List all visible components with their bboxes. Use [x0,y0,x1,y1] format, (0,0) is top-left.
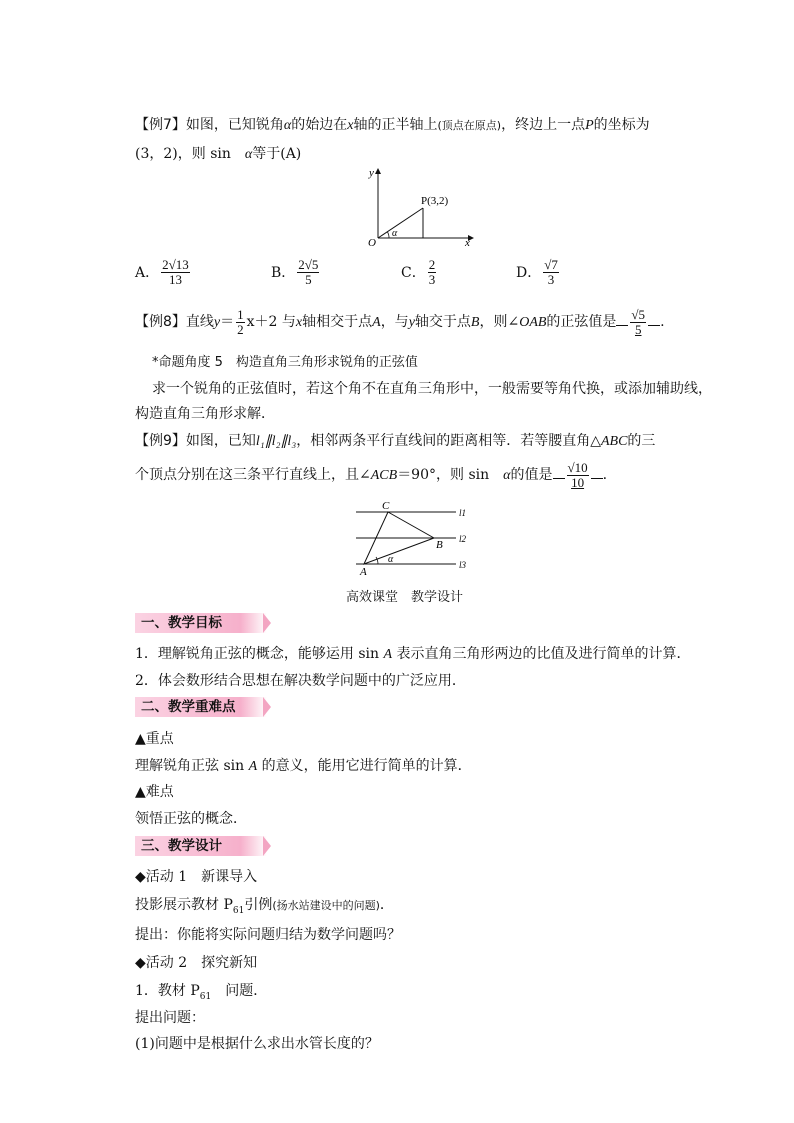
section1-header: 一、教学目标 [135,613,267,633]
activity1-title: ◆活动 1 新课导入 [135,869,258,885]
option-a: A． $\frac{2√13}{13}$ [135,257,189,287]
vertex-c-label: C [382,500,390,512]
vertex-b-label: B [436,539,443,551]
note-origin: (顶点在原点) [437,119,502,132]
x-axis-label: x [465,237,470,248]
line-l1-label: l1 [459,508,467,518]
example7-line1: 【例7】如图，已知锐角α的始边在x轴的正半轴上(顶点在原点)，终边上一点P的坐标为 [135,117,650,133]
example9-tag: 【例9】 [135,433,186,449]
origin-label: O [368,237,376,248]
option-c: C． $\frac{2}{3}$ [401,257,436,287]
example7-line2: (3，2)，则 sin α等于(A) [135,146,302,162]
angle-alpha-label: α [392,228,398,239]
angle-alpha-label: α [388,554,394,565]
angle5-para1: 求一个锐角的正弦值时，若这个角不在直角三角形中，一般需要等角代换，或添加辅助线， [152,381,712,397]
activity2-question1: (1)问题中是根据什么求出水管长度的？ [135,1036,379,1052]
sec1-item2: 2．体会数形结合思想在解决数学问题中的广泛应用． [135,673,466,689]
angle5-para2: 构造直角三角形求解． [135,406,275,422]
activity2-item1: 1．教材 $P_{61}$ 问题． [135,983,268,1002]
difficulty-text: 领悟正弦的概念． [135,811,247,827]
key-point-label: ▲重点 [135,731,174,747]
example7-figure [362,166,477,248]
sec1-item1: 1．理解锐角正弦的概念，能够运用 sin A 表示直角三角形两边的比值及进行简单的计算． [135,646,691,662]
activity1-text: 投影展示教材 $P_{61}$引例(扬水站建设中的问题)． [135,897,394,916]
example8-tag: 【例8】 [135,314,186,330]
line-l3-label: l3 [459,560,467,570]
example9-line2: 个顶点分别在这三条平行直线上，且∠ACB＝90°，则 sin α的值是 $\frac{√10}{10}$ . [135,459,608,490]
option-d: D． $\frac{√7}{3}$ [516,257,558,287]
example9-line1: 【例9】如图，已知l₁∥l₂∥l₃，相邻两条平行直线间的距离相等．若等腰直角△ABC的三 [135,433,656,449]
vertex-a-label: A [360,566,367,578]
option-b: B． $\frac{2√5}{5}$ [271,257,319,287]
key-point-text: 理解锐角正弦 sin A 的意义，能用它进行简单的计算． [135,758,472,774]
activity1-question: 提出：你能将实际问题归结为数学问题吗？ [135,927,401,943]
course-title: 高效课堂 教学设计 [346,590,464,605]
section3-header: 三、教学设计 [135,836,267,856]
difficulty-label: ▲难点 [135,784,174,800]
line-l2-label: l2 [459,534,467,544]
section2-header: 二、教学重难点 [135,697,267,717]
activity2-title: ◆活动 2 探究新知 [135,955,258,971]
example8: 【例8】直线y＝ $\frac{1}{2}$ x＋2 与x轴相交于点A，与y轴交于点B，则∠OAB的正弦值是 $\frac{√5}{5}$ . [135,306,665,337]
y-axis-label: y [369,167,374,179]
example9-answer: $\frac{√10}{10}$ [567,459,588,490]
example9-figure [352,500,472,578]
angle5-title: *命题角度 5 构造直角三角形求锐角的正弦值 [152,355,418,370]
point-p-label: P(3,2) [421,195,449,207]
example7-tag: 【例7】 [135,117,186,133]
example8-answer: $\frac{√5}{5}$ [631,306,646,337]
activity2-ask: 提出问题： [135,1010,205,1026]
